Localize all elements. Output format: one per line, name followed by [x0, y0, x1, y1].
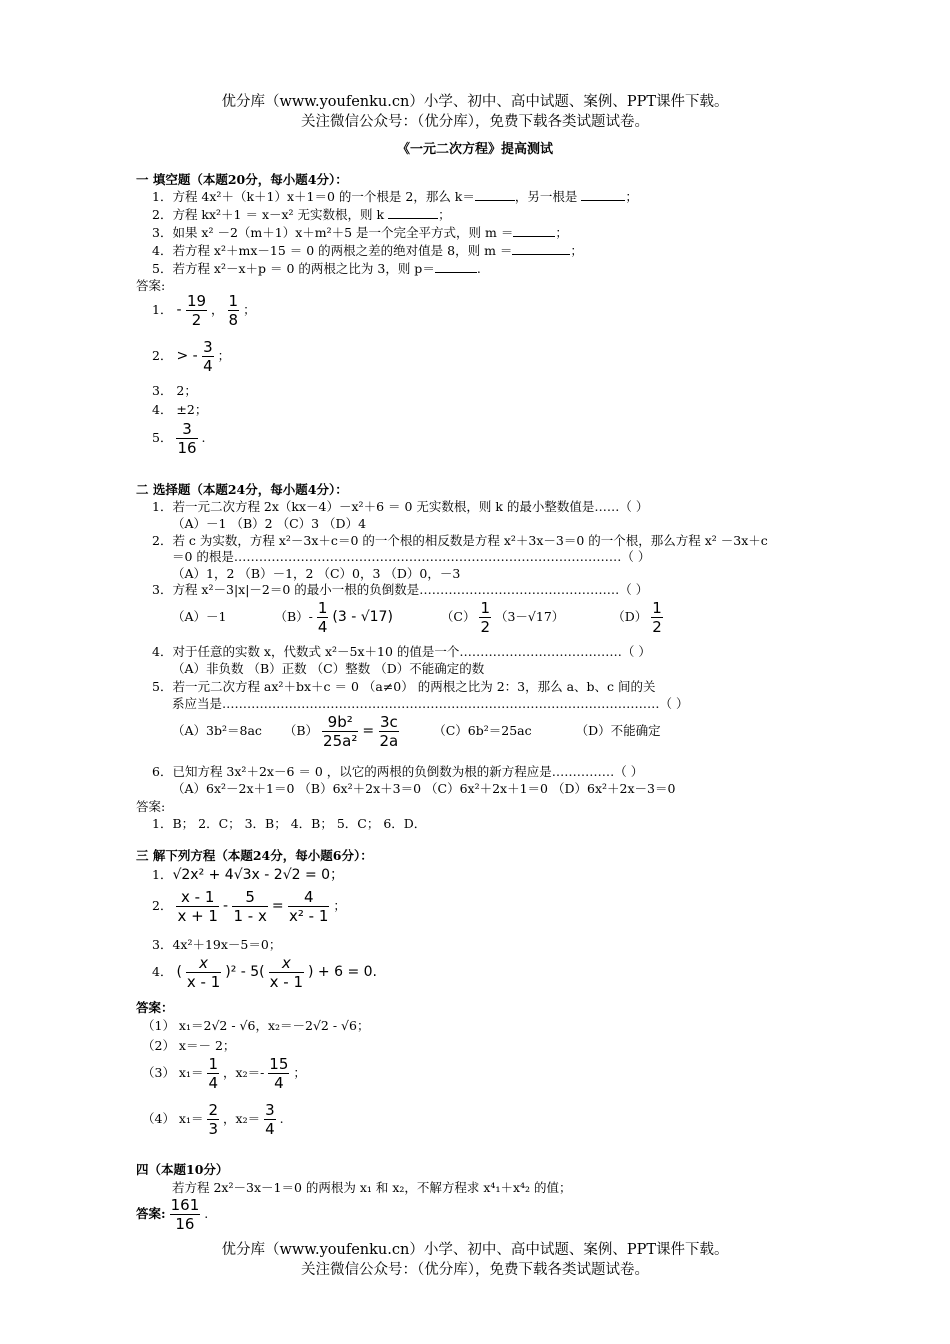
- section-3-answer-label: 答案：: [136, 1000, 174, 1015]
- equation-1: 1．√2x² + 4√3x - 2√2 = 0；: [152, 867, 345, 883]
- fraction: $\frac{3}{16}$: [177, 420, 197, 457]
- choice-question-3: 3．方程 x²－3|x|－2＝0 的最小一根的负倒数是…………………………………………（ ）: [152, 582, 649, 597]
- fraction: $\frac{1}{2}$: [480, 599, 490, 636]
- fill-question-4: 4．若方程 x²＋mx－15 ＝ 0 的两根之差的绝对值是 8，则 m ＝ ；: [152, 243, 583, 258]
- fraction: $\frac{x - 1}{x + 1}$: [177, 888, 218, 925]
- page-title: 《一元二次方程》提高测试: [396, 142, 553, 157]
- footer-line-1: 优分库（www.youfenku.cn）小学、初中、高中试题、案例、PPT课件下载。: [221, 1242, 729, 1258]
- solution-4: （4） x₁＝ $\frac{2}{3}$ ，x₂＝ $\frac{3}{4}$ .: [142, 1101, 284, 1138]
- header-line-1: 优分库（www.youfenku.cn）小学、初中、高中试题、案例、PPT课件下载。: [221, 94, 729, 110]
- choice-question-4: 4．对于任意的实数 x，代数式 x²－5x＋10 的值是一个…………………………………（ ）: [152, 644, 651, 659]
- fill-answer-3: 3． 2；: [152, 383, 197, 398]
- equation-4: 4． ( $\frac{x}{x - 1}$ )² - 5( $\frac{x}{x - 1}$ ) + 6 = 0.: [152, 954, 377, 991]
- fraction: $\frac{\text{9b²}}{\text{25a²}}$: [323, 713, 358, 750]
- fraction: $\frac{4}{\text{x² - 1}}$: [289, 888, 329, 925]
- choice-options-6: （A）6x²－2x＋1＝0 （B）6x²＋2x＋3＝0 （C）6x²＋2x＋1＝0 （D）6x²＋2x－3＝0: [172, 781, 676, 796]
- section-3-heading: 三 解下列方程（本题24分，每小题6分）：: [136, 848, 373, 863]
- choice-options-1: （A）－1 （B）2 （C）3 （D）4: [172, 516, 367, 531]
- choice-question-6: 6．已知方程 3x²＋2x－6 ＝ 0 ，以它的两根的负倒数为根的新方程应是……………（ ）: [152, 764, 644, 779]
- choice-question-1: 1．若一元二次方程 2x（kx－4）－x²＋6 ＝ 0 无实数根，则 k 的最小整数值是……（ ）: [152, 499, 649, 514]
- fraction: $\frac{1}{8}$: [228, 292, 239, 329]
- fraction: $\frac{1}{4}$: [317, 599, 328, 636]
- choice-options-3: （A）－1 （B）- $\frac{1}{4}$ (3 - √17) （C） $\frac{1}{2}$ （3－√17） （D） $\frac{1}{2}$: [172, 599, 662, 636]
- fill-answer-4: 4． ±2；: [152, 402, 208, 417]
- choice-question-2-cont: ＝0 的根是…………………………………………………………………………………（ ）: [172, 549, 651, 564]
- section-2-answers: 1．B； 2．C； 3．B； 4．B； 5．C； 6．D．: [152, 816, 427, 831]
- fraction: $\frac{5}{1 - x}$: [233, 888, 267, 925]
- fraction: $\frac{3c}{2a}$: [379, 713, 399, 750]
- choice-question-5: 5．若一元二次方程 ax²＋bx＋c ＝ 0 （a≠0） 的两根之比为 2：3，那么 a、b、c 间的关: [152, 679, 656, 694]
- fraction: $\frac{3}{4}$: [265, 1101, 275, 1138]
- choice-question-2: 2．若 c 为实数，方程 x²－3x＋c＝0 的一个根的相反数是方程 x²＋3x－3＝0 的一个根，那么方程 x² －3x＋c: [152, 533, 768, 548]
- fraction: $\frac{161}{16}$: [170, 1196, 200, 1233]
- fraction: $\frac{1}{2}$: [652, 599, 662, 636]
- fraction: $\frac{x}{x - 1}$: [269, 954, 304, 991]
- fill-question-2: 2．方程 kx²＋1 ＝ x－x² 无实数根，则 k ；: [152, 207, 451, 222]
- fill-answer-1: 1． - $\frac{19}{2}$ ， $\frac{1}{8}$ ；: [152, 292, 256, 329]
- fraction: $\frac{1}{4}$: [208, 1055, 219, 1092]
- solution-2: （2） x＝－ 2；: [142, 1038, 236, 1053]
- section-1-heading: 一 填空题（本题20分，每小题4分）：: [136, 172, 348, 187]
- fraction: $\frac{x}{x - 1}$: [186, 954, 221, 991]
- choice-options-2: （A）1，2 （B）－1，2 （C）0，3 （D）0，－3: [172, 566, 461, 581]
- fill-question-5: 5．若方程 x²－x＋p ＝ 0 的两根之比为 3，则 p＝ .: [152, 261, 481, 276]
- choice-options-4: （A）非负数 （B）正数 （C）整数 （D）不能确定的数: [172, 661, 485, 676]
- choice-question-5-cont: 系应当是……………………………………………………………………………………………（ ）: [172, 696, 689, 711]
- fraction: $\frac{15}{4}$: [269, 1055, 289, 1092]
- fraction: $\frac{2}{3}$: [208, 1101, 219, 1138]
- fill-answer-5: 5． $\frac{3}{16}$ .: [152, 420, 206, 457]
- solution-1: （1） x₁＝2√2 - √6，x₂＝－2√2 - √6；: [142, 1018, 370, 1033]
- equation-2: 2． $\frac{x - 1}{x + 1}$ - $\frac{5}{1 - x}$ = $\frac{4}{\text{x² - 1}}$ ；: [152, 888, 346, 925]
- section-4-answer: 答案: $\frac{161}{16}$ .: [136, 1196, 209, 1233]
- fill-answer-2: 2． > - $\frac{3}{4}$ ；: [152, 338, 231, 375]
- fill-question-1: 1．方程 4x²＋（k＋1）x＋1＝0 的一个根是 2，那么 k＝ ，另一根是 ；: [152, 189, 638, 204]
- choice-options-5: （A）3b²＝8ac （B） $\frac{\text{9b²}}{\text{25a²}}$ = $\frac{3c}{2a}$ （C）6b²＝25ac （D）不能确定: [172, 713, 661, 750]
- solution-3: （3） x₁＝ $\frac{1}{4}$ ，x₂＝- $\frac{15}{4}$ ；: [142, 1055, 306, 1092]
- equation-3: 3．4x²＋19x－5＝0；: [152, 937, 282, 952]
- fill-question-3: 3．如果 x² －2（m＋1）x＋m²＋5 是一个完全平方式，则 m ＝ ；: [152, 225, 568, 240]
- section-2-answer-label: 答案:: [136, 799, 166, 814]
- fraction: $\frac{3}{4}$: [203, 338, 213, 375]
- section-2-heading: 二 选择题（本题24分，每小题4分）：: [136, 482, 348, 497]
- footer-line-2: 关注微信公众号：（优分库），免费下载各类试题试卷。: [301, 1262, 649, 1278]
- section-4-heading: 四（本题10分）: [136, 1162, 229, 1177]
- fraction: $\frac{19}{2}$: [186, 292, 207, 329]
- section-1-answer-label: 答案:: [136, 278, 166, 293]
- header-line-2: 关注微信公众号：（优分库），免费下载各类试题试卷。: [301, 114, 649, 130]
- section-4-question: 若方程 2x²－3x－1＝0 的两根为 x₁ 和 x₂，不解方程求 x⁴₁＋x⁴₂ 的值；: [172, 1180, 572, 1195]
